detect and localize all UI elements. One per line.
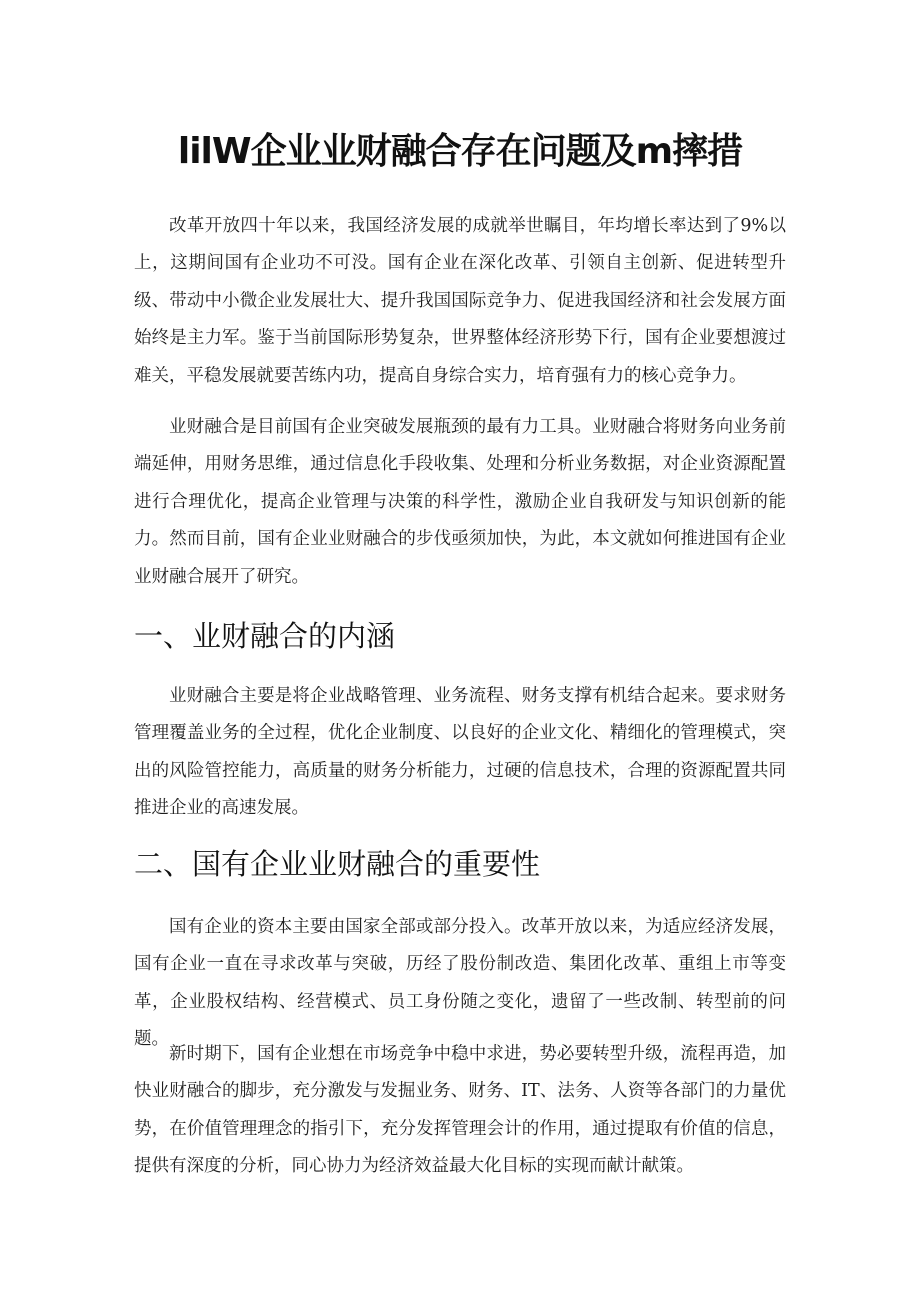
intro-paragraph-2: 业财融合是目前国有企业突破发展瓶颈的最有力工具。业财融合将财务向业务前端延伸，用财务思维，通过信息化手段收集、处理和分析业务数据，对企业资源配置进行合理优化，提高企业管理与决策的科学性，激励企业自我研发与知识创新的能力。然而目前，国有企业业财融合的步伐亟须加快，为此，本文就如何推进国有企业业财融合展开了研究。 xyxy=(134,417,786,587)
section2-paragraph-2: 新时期下，国有企业想在市场竞争中稳中求进，势必要转型升级，流程再造，加快业财融合的脚步，充分激发与发掘业务、财务、IT、法务、人资等各部门的力量优势，在价值管理理念的指引下，充分发挥管理会计的作用，通过提取有价值的信息，提供有深度的分析，同心协力为经济效益最大化目标的实现而献计献策。 xyxy=(134,1044,786,1177)
section1-paragraph-1: 业财融合主要是将企业战略管理、业务流程、财务支撑有机结合起来。要求财务管理覆盖业务的全过程，优化企业制度、以良好的企业文化、精细化的管理模式，突出的风险管控能力，高质量的财务分析能力，过硬的信息技术，合理的资源配置共同推进企业的高速发展。 xyxy=(134,686,786,819)
intro-paragraph-1: 改革开放四十年以来，我国经济发展的成就举世瞩目，年均增长率达到了9%以上，这期间国有企业功不可没。国有企业在深化改革、引领自主创新、促进转型升级、带动中小微企业发展壮大、提升我国国际竞争力、促进我国经济和社会发展方面始终是主力军。鉴于当前国际形势复杂，世界整体经济形势下行，国有企业要想渡过难关，平稳发展就要苦练内功，提高自身综合实力，培育强有力的核心竞争力。 xyxy=(134,216,786,386)
section-heading-2: 二、国有企业业财融合的重要性 xyxy=(134,847,541,881)
section-heading-1: 一、业财融合的内涵 xyxy=(134,619,396,653)
section2-paragraph-1: 国有企业的资本主要由国家全部或部分投入。改革开放以来，为适应经济发展，国有企业一直在寻求改革与突破，历经了股份制改造、集团化改革、重组上市等变革，企业股权结构、经营模式、员工身份随之变化，遗留了一些改制、转型前的问题。 xyxy=(134,917,786,1050)
document-title: lilW企业业财融合存在问题及m摔措 xyxy=(177,131,743,172)
